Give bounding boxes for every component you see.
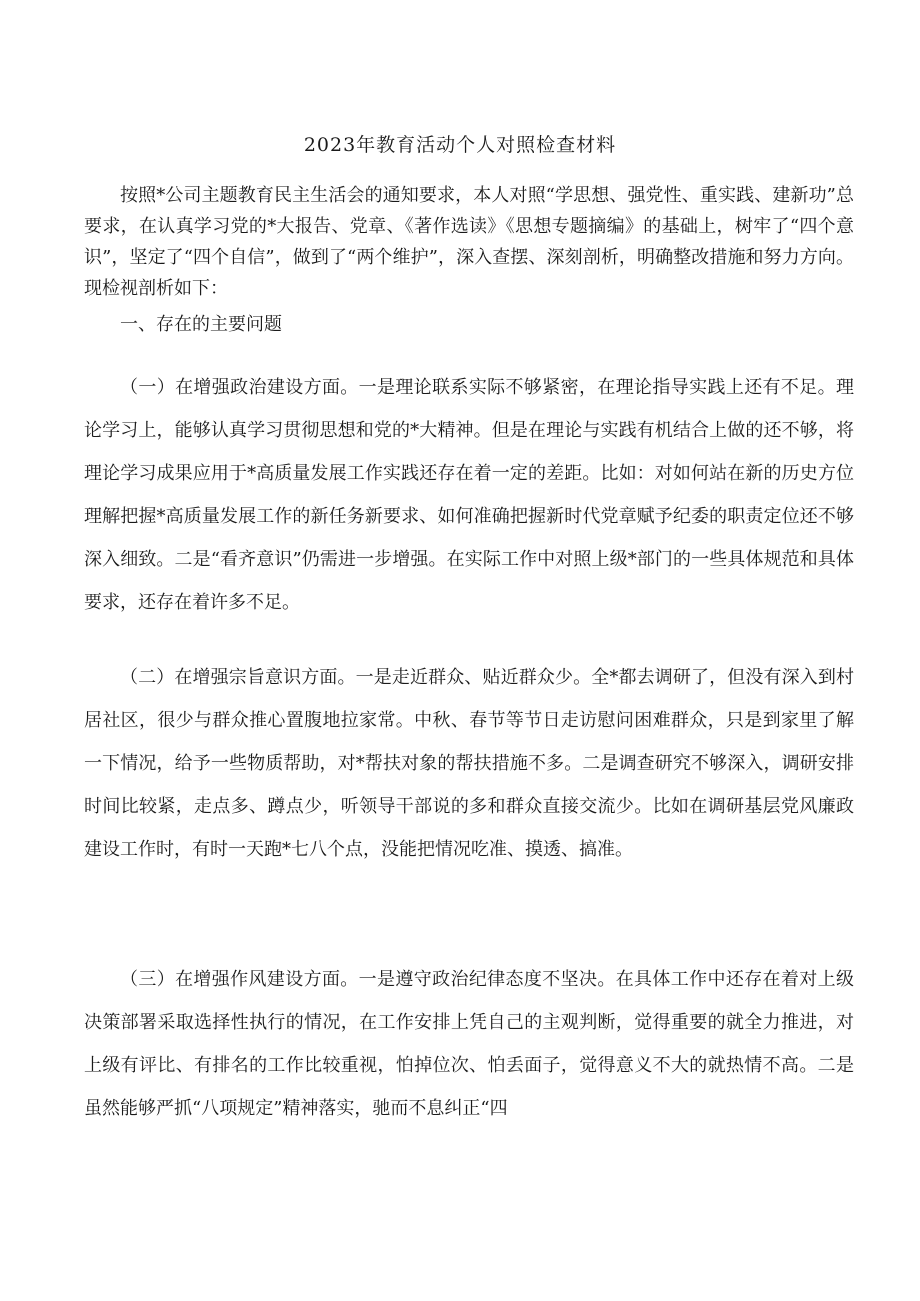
section-heading: 一、存在的主要问题: [120, 314, 282, 335]
document-title: 2023年教育活动个人对照检查材料: [303, 134, 617, 156]
paragraph-political-construction: （一）在增强政治建设方面。一是理论联系实际不够紧密，在理论指导实践上还有不足。理论学习上，能够认真学习贯彻思想和党的*大精神。但是在理论与实践有机结合上做的还不够，将理论学习成果应用于*高质量发展工作实践还存在着一定的差距。比如：对如何站在新的历史方位理解把握*高质量发展工作的新任务新要求、如何准确把握新时代党章赋予纪委的职责定位还不够深入细致。二是“看齐意识”仍需进一步增强。在实际工作中对照上级*部门的一些具体规范和具体要求，还存在着许多不足。: [84, 377, 854, 613]
paragraph-purpose-awareness: （二）在增强宗旨意识方面。一是走近群众、贴近群众少。全*都去调研了，但没有深入到村居社区，很少与群众推心置腹地拉家常。中秋、春节等节日走访慰问困难群众，只是到家里了解一下情况，给予一些物质帮助，对*帮扶对象的帮扶措施不多。二是调查研究不够深入，调研安排时间比较紧，走点多、蹲点少，听领导干部说的多和群众直接交流少。比如在调研基层党风廉政建设工作时，有时一天跑*七八个点，没能把情况吃准、摸透、搞准。: [84, 667, 854, 860]
paragraph-work-style: （三）在增强作风建设方面。一是遵守政治纪律态度不坚决。在具体工作中还存在着对上级决策部署采取选择性执行的情况，在工作安排上凭自己的主观判断，觉得重要的就全力推进，对上级有评比、有排名的工作比较重视，怕掉位次、怕丢面子，觉得意义不大的就热情不高。二是虽然能够严抓“八项规定”精神落实，驰而不息纠正“四: [84, 969, 854, 1119]
intro-paragraph: 按照*公司主题教育民主生活会的通知要求，本人对照“学思想、强党性、重实践、建新功”总要求，在认真学习党的*大报告、党章、《著作选读》《思想专题摘编》的基础上，树牢了“四个意识”，坚定了“四个自信”，做到了“两个维护”，深入查摆、深刻剖析，明确整改措施和努力方向。现检视剖析如下：: [84, 185, 854, 299]
